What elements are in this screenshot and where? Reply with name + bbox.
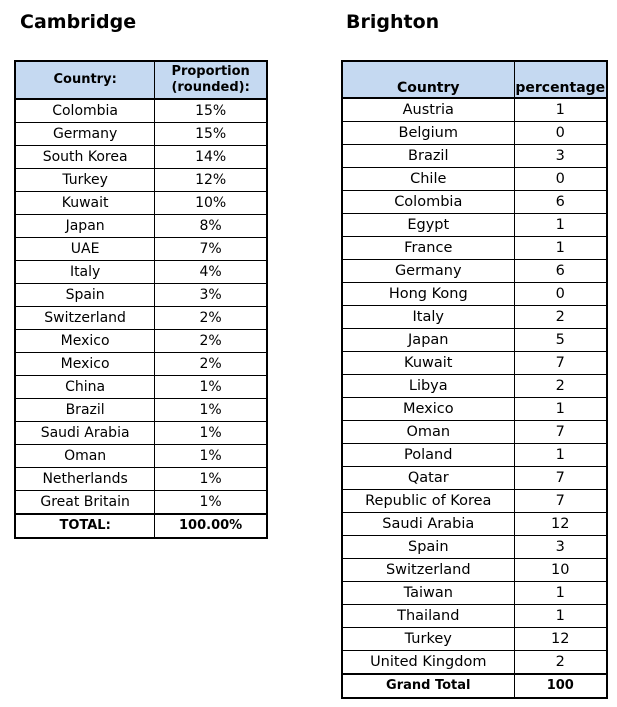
table-row: [342, 168, 607, 191]
country-cell: Kuwait: [15, 192, 155, 215]
country-cell: Poland: [342, 444, 514, 467]
table-row: [15, 169, 267, 192]
table-row: [15, 146, 267, 169]
country-cell: Switzerland: [342, 559, 514, 582]
table-row: [342, 375, 607, 398]
grand-total-row: [342, 674, 607, 698]
table-row: [342, 421, 607, 444]
country-cell: China: [15, 376, 155, 399]
value-cell: 12%: [155, 169, 267, 192]
cambridge-title: Cambridge: [20, 11, 137, 33]
value-cell: 2: [514, 651, 607, 675]
value-cell: 0: [514, 168, 607, 191]
value-cell: 4%: [155, 261, 267, 284]
table-row: [342, 559, 607, 582]
table-row: [342, 237, 607, 260]
country-cell: Netherlands: [15, 468, 155, 491]
table-row: [342, 536, 607, 559]
country-cell: UAE: [15, 238, 155, 261]
country-cell: Saudi Arabia: [342, 513, 514, 536]
value-cell: 3: [514, 145, 607, 168]
value-cell: 12: [514, 513, 607, 536]
country-cell: Spain: [342, 536, 514, 559]
country-cell: Germany: [15, 123, 155, 146]
cambridge-table: [14, 60, 268, 539]
country-cell: Mexico: [15, 330, 155, 353]
value-cell: 1%: [155, 468, 267, 491]
country-cell: Italy: [15, 261, 155, 284]
table-row: [342, 283, 607, 306]
value-cell: 1: [514, 582, 607, 605]
table-row: [342, 582, 607, 605]
table-row: [342, 122, 607, 145]
table-row: [342, 513, 607, 536]
country-cell: Oman: [15, 445, 155, 468]
value-cell: 7: [514, 490, 607, 513]
value-cell: 7: [514, 421, 607, 444]
table-header-row: [15, 61, 267, 99]
table-row: [342, 145, 607, 168]
country-cell: Germany: [342, 260, 514, 283]
brighton-table-body: [342, 98, 607, 674]
country-cell: Turkey: [15, 169, 155, 192]
table-row: [342, 628, 607, 651]
value-cell: 3: [514, 536, 607, 559]
value-cell: 1: [514, 398, 607, 421]
value-cell: 0: [514, 122, 607, 145]
value-cell: 7: [514, 467, 607, 490]
value-cell: 1: [514, 444, 607, 467]
value-cell: 15%: [155, 123, 267, 146]
value-cell: 7%: [155, 238, 267, 261]
proportion-column-header: Proportion (rounded):: [155, 61, 267, 99]
table-row: [15, 422, 267, 445]
brighton-table: [341, 60, 608, 699]
table-row: [15, 307, 267, 330]
country-cell: Kuwait: [342, 352, 514, 375]
value-cell: 1%: [155, 445, 267, 468]
table-row: [342, 260, 607, 283]
table-row: [15, 238, 267, 261]
country-cell: Saudi Arabia: [15, 422, 155, 445]
country-cell: Switzerland: [15, 307, 155, 330]
country-cell: Thailand: [342, 605, 514, 628]
country-cell: Libya: [342, 375, 514, 398]
value-cell: 1: [514, 214, 607, 237]
table-row: [15, 468, 267, 491]
country-cell: Mexico: [342, 398, 514, 421]
country-column-header: Country:: [15, 61, 155, 99]
value-cell: 2: [514, 306, 607, 329]
table-row: [15, 123, 267, 146]
value-cell: 1%: [155, 422, 267, 445]
country-cell: Colombia: [342, 191, 514, 214]
country-cell: Great Britain: [15, 491, 155, 515]
country-cell: South Korea: [15, 146, 155, 169]
country-cell: Chile: [342, 168, 514, 191]
table-row: [15, 445, 267, 468]
table-row: [15, 353, 267, 376]
country-cell: Egypt: [342, 214, 514, 237]
brighton-title: Brighton: [346, 11, 440, 33]
value-cell: 15%: [155, 99, 267, 123]
value-cell: 2: [514, 375, 607, 398]
table-row: [342, 444, 607, 467]
table-row: [342, 398, 607, 421]
value-cell: 10%: [155, 192, 267, 215]
country-cell: Turkey: [342, 628, 514, 651]
value-cell: 1%: [155, 491, 267, 515]
total-label: TOTAL:: [15, 514, 155, 538]
value-cell: 1: [514, 237, 607, 260]
country-cell: Oman: [342, 421, 514, 444]
table-row: [15, 284, 267, 307]
country-cell: Belgium: [342, 122, 514, 145]
table-row: [342, 329, 607, 352]
country-cell: Spain: [15, 284, 155, 307]
total-row: [15, 514, 267, 538]
country-cell: Mexico: [15, 353, 155, 376]
table-header-row: [342, 61, 607, 98]
grand-total-value: 100: [514, 674, 607, 698]
value-cell: 8%: [155, 215, 267, 238]
table-row: [15, 215, 267, 238]
value-cell: 7: [514, 352, 607, 375]
value-cell: 2%: [155, 330, 267, 353]
value-cell: 10: [514, 559, 607, 582]
table-row: [342, 490, 607, 513]
table-row: [15, 99, 267, 123]
table-row: [15, 491, 267, 515]
country-cell: Japan: [15, 215, 155, 238]
country-cell: United Kingdom: [342, 651, 514, 675]
country-cell: Hong Kong: [342, 283, 514, 306]
table-row: [15, 330, 267, 353]
table-row: [342, 306, 607, 329]
table-row: [15, 376, 267, 399]
value-cell: 3%: [155, 284, 267, 307]
value-cell: 12: [514, 628, 607, 651]
table-row: [342, 98, 607, 122]
value-cell: 1: [514, 98, 607, 122]
value-cell: 14%: [155, 146, 267, 169]
value-cell: 1: [514, 605, 607, 628]
table-row: [342, 651, 607, 675]
value-cell: 6: [514, 260, 607, 283]
country-column-header: Country: [342, 61, 514, 98]
table-row: [342, 605, 607, 628]
country-cell: Brazil: [15, 399, 155, 422]
country-cell: Republic of Korea: [342, 490, 514, 513]
grand-total-label: Grand Total: [342, 674, 514, 698]
country-cell: Qatar: [342, 467, 514, 490]
table-row: [342, 467, 607, 490]
table-row: [15, 261, 267, 284]
country-cell: Taiwan: [342, 582, 514, 605]
country-cell: Brazil: [342, 145, 514, 168]
table-row: [15, 399, 267, 422]
cambridge-table-body: [15, 99, 267, 514]
value-cell: 6: [514, 191, 607, 214]
table-row: [342, 214, 607, 237]
country-cell: Colombia: [15, 99, 155, 123]
table-row: [15, 192, 267, 215]
percentage-column-header: percentage: [514, 61, 607, 98]
value-cell: 2%: [155, 307, 267, 330]
value-cell: 1%: [155, 376, 267, 399]
country-cell: France: [342, 237, 514, 260]
value-cell: 1%: [155, 399, 267, 422]
country-cell: Italy: [342, 306, 514, 329]
value-cell: 2%: [155, 353, 267, 376]
value-cell: 5: [514, 329, 607, 352]
country-cell: Austria: [342, 98, 514, 122]
total-value: 100.00%: [155, 514, 267, 538]
country-cell: Japan: [342, 329, 514, 352]
value-cell: 0: [514, 283, 607, 306]
table-row: [342, 191, 607, 214]
table-row: [342, 352, 607, 375]
